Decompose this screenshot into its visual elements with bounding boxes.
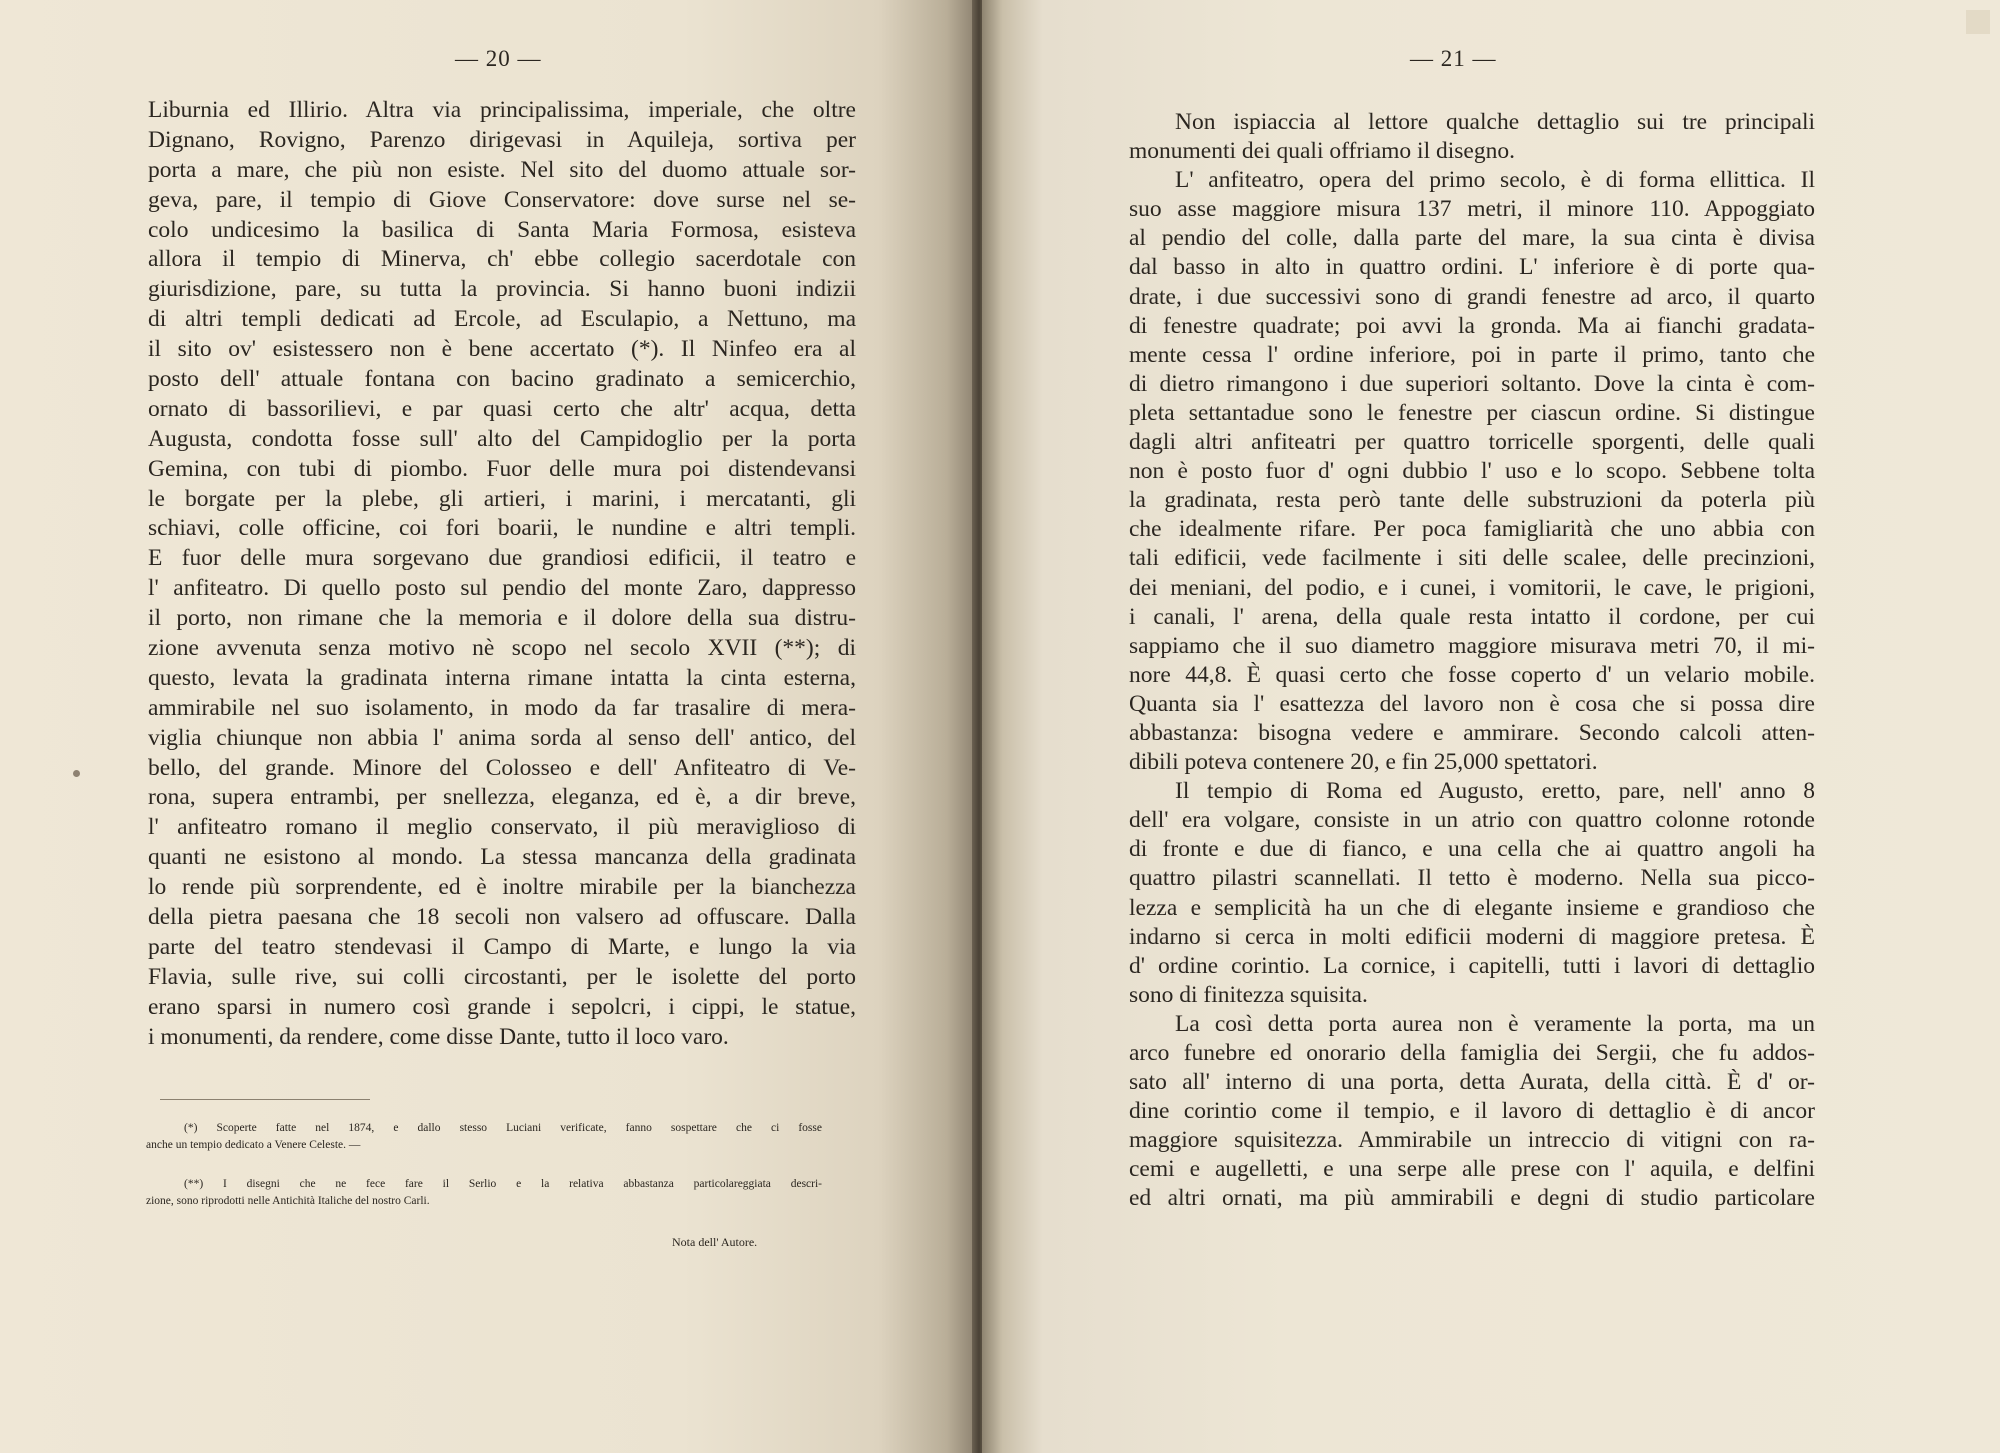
text-line: E fuor delle mura sorgevano due grandiosi edificii, il teatro e xyxy=(148,545,856,572)
text-line: l' anfiteatro. Di quello posto sul pendio del monte Zaro, dappresso xyxy=(148,575,856,602)
text-line: schiavi, colle officine, coi fori boarii, le nundine e altri templi. xyxy=(148,515,856,542)
text-line: arco funebre ed onorario della famiglia dei Sergii, che fu addos- xyxy=(1129,1040,1815,1066)
text-line: pleta settantadue sono le fenestre per ciascun ordine. Si distingue xyxy=(1129,399,1815,426)
footnote-rule xyxy=(160,1099,370,1100)
text-line: Flavia, sulle rive, sui colli circostanti, per le isolette del porto xyxy=(148,963,856,990)
text-line: dagli altri anfiteatri per quattro torricelle sporgenti, delle quali xyxy=(1129,429,1815,456)
paper-blemish xyxy=(73,770,80,777)
text-line: questo, levata la gradinata interna rimane intatta la cinta esterna, xyxy=(148,664,856,691)
text-line: il sito ov' esistessero non è bene accertato (*). Il Ninfeo era al xyxy=(148,336,856,363)
footnote-line: (*) Scoperte fatte nel 1874, e dallo stesso Luciani verificate, fanno sospettare che ci fosse xyxy=(184,1122,822,1134)
text-line: sato all' interno di una porta, detta Aurata, della città. È d' or- xyxy=(1129,1069,1815,1096)
text-line: quattro pilastri scannellati. Il tetto è moderno. Nella sua picco- xyxy=(1129,865,1815,892)
text-line: la gradinata, resta però tante delle substruzioni da poterla più xyxy=(1129,487,1815,514)
text-line: della pietra paesana che 18 secoli non valsero ad offuscare. Dalla xyxy=(148,904,856,931)
right-page xyxy=(982,0,2000,1453)
text-line: dine corintio come il tempio, e il lavoro di dettaglio è di ancor xyxy=(1129,1098,1815,1125)
footnote-line: anche un tempio dedicato a Venere Celeste. — xyxy=(146,1139,361,1151)
text-line: zione avvenuta senza motivo nè scopo nel secolo XVII (**); di xyxy=(148,635,856,662)
text-line: Gemina, con tubi di piombo. Fuor delle mura poi distendevansi xyxy=(148,455,856,482)
text-line: d' ordine corintio. La cornice, i capitelli, tutti i lavori di dettaglio xyxy=(1129,952,1815,979)
text-line: colo undicesimo la basilica di Santa Maria Formosa, esisteva xyxy=(148,216,856,243)
text-line: parte del teatro stendevasi il Campo di Marte, e lungo la via xyxy=(148,933,856,960)
text-line: ornato di bassorilievi, e par quasi certo che altr' acqua, detta xyxy=(148,395,856,422)
text-line: lo rende più sorprendente, ed è inoltre mirabile per la bianchezza xyxy=(148,874,856,901)
text-line: quanti ne esistono al mondo. La stessa mancanza della gradinata xyxy=(148,844,856,871)
text-line: viglia chiunque non abbia l' anima sorda al senso dell' antico, del xyxy=(148,724,856,751)
page-number: — 20 — xyxy=(455,46,542,71)
text-line: Dignano, Rovigno, Parenzo dirigevasi in Aquileja, sortiva per xyxy=(148,126,856,153)
footnotes xyxy=(146,1120,822,1210)
text-line: di dietro rimangono i due superiori soltanto. Dove la cinta è com- xyxy=(1129,370,1815,397)
text-line: ammirabile nel suo isolamento, in modo da far trasalire di mera- xyxy=(148,694,856,721)
text-line: Quanta sia l' esattezza del lavoro non è cosa che si possa dire xyxy=(1129,690,1815,717)
text-line: La così detta porta aurea non è veramente la porta, ma un xyxy=(1175,1010,1815,1037)
text-line: cemi e augelletti, e una serpe alle prese con l' aquila, e delfini xyxy=(1129,1156,1815,1183)
text-line: le borgate per la plebe, gli artieri, i marini, i mercatanti, gli xyxy=(148,485,856,512)
text-line: dal basso in alto in quattro ordini. L' inferiore è di porte qua- xyxy=(1129,254,1815,281)
text-line: dei meniani, del podio, e i cunei, i vomitorii, le cave, le prigioni, xyxy=(1129,574,1815,601)
author-note-signoff: Nota dell' Autore. xyxy=(672,1235,758,1249)
text-line: Il tempio di Roma ed Augusto, eretto, pare, nell' anno 8 xyxy=(1175,778,1815,805)
text-line: allora il tempio di Minerva, ch' ebbe collegio sacerdotale con xyxy=(148,246,856,273)
text-line: di fenestre quadrate; poi avvi la gronda. Ma ai fianchi gradata- xyxy=(1129,312,1815,339)
text-line: i monumenti, da rendere, come disse Dante, tutto il loco varo. xyxy=(148,1023,729,1050)
text-line: erano sparsi in numero così grande i sepolcri, i cippi, le statue, xyxy=(148,993,856,1020)
body-text xyxy=(1129,108,1815,1214)
text-line: lezza e semplicità ha un che di elegante insieme e grandioso che xyxy=(1129,894,1815,921)
text-line: maggiore squisitezza. Ammirabile un intreccio di vitigni con ra- xyxy=(1129,1127,1815,1154)
text-line: ed altri ornati, ma più ammirabili e degni di studio particolare xyxy=(1129,1185,1815,1212)
left-page xyxy=(0,0,976,1453)
footnote-line: (**) I disegni che ne fece fare il Serlio e la relativa abbastanza particolareggiata descri- xyxy=(184,1178,822,1190)
text-line: dell' era volgare, consiste in un atrio con quattro colonne rotonde xyxy=(1129,807,1815,834)
text-line: sono di finitezza squisita. xyxy=(1129,981,1368,1008)
text-line: l' anfiteatro romano il meglio conservato, il più meraviglioso di xyxy=(148,814,856,841)
text-line: nore 44,8. È quasi certo che fosse coperto d' un velario mobile. xyxy=(1129,661,1815,688)
text-line: il porto, non rimane che la memoria e il dolore della sua distru- xyxy=(148,605,856,632)
text-line: Liburnia ed Illirio. Altra via principalissima, imperiale, che oltre xyxy=(148,97,856,123)
text-line: L' anfiteatro, opera del primo secolo, è di forma ellittica. Il xyxy=(1175,167,1815,194)
text-line: drate, i due successivi sono di grandi fenestre ad arco, il quarto xyxy=(1129,283,1815,310)
page-corner xyxy=(1966,10,1990,34)
text-line: Non ispiaccia al lettore qualche dettaglio sui tre principali xyxy=(1175,109,1815,135)
text-line: che idealmente rifare. Per poca famigliarità che uno abbia con xyxy=(1129,516,1815,543)
text-line: bello, del grande. Minore del Colosseo e dell' Anfiteatro di Ve- xyxy=(148,754,856,781)
text-line: giurisdizione, pare, su tutta la provincia. Si hanno buoni indizii xyxy=(148,276,856,303)
text-line: dibili poteva contenere 20, e fin 25,000 spettatori. xyxy=(1129,749,1598,776)
text-line: rona, supera entrambi, per snellezza, eleganza, ed è, a dir breve, xyxy=(148,784,856,811)
text-line: monumenti dei quali offriamo il disegno. xyxy=(1129,138,1515,165)
text-line: mente cessa l' ordine inferiore, poi in parte il primo, tanto che xyxy=(1129,341,1815,368)
text-line: sappiamo che il suo diametro maggiore misurava metri 70, il mi- xyxy=(1129,632,1815,659)
text-line: suo asse maggiore misura 137 metri, il minore 110. Appoggiato xyxy=(1129,196,1815,223)
text-line: porta a mare, che più non esiste. Nel sito del duomo attuale sor- xyxy=(148,156,856,183)
text-line: tali edificii, vede facilmente i siti delle scalee, delle precinzioni, xyxy=(1129,545,1815,572)
footnote-line: zione, sono riprodotti nelle Antichità Italiche del nostro Carli. xyxy=(146,1195,430,1207)
text-line: Augusta, condotta fosse sull' alto del Campidoglio per la porta xyxy=(148,425,856,452)
page-number: — 21 — xyxy=(1410,46,1497,71)
text-line: geva, pare, il tempio di Giove Conservatore: dove surse nel se- xyxy=(148,186,856,213)
text-line: di fronte e due di fianco, e una cella che ai quattro angoli ha xyxy=(1129,836,1815,863)
text-line: posto dell' attuale fontana con bacino gradinato a semicerchio, xyxy=(148,366,856,393)
text-line: i canali, l' arena, della quale resta intatto il cordone, per cui xyxy=(1129,603,1815,630)
text-line: non è posto fuor d' ogni dubbio l' uso e lo scopo. Sebbene tolta xyxy=(1129,458,1815,485)
text-line: abbastanza: bisogna vedere e ammirare. Secondo calcoli atten- xyxy=(1129,719,1815,746)
body-text xyxy=(148,96,856,1053)
text-line: al pendio del colle, dalla parte del mare, la sua cinta è divisa xyxy=(1129,225,1815,252)
text-line: indarno si cerca in molti edificii moderni di maggiore pretesa. È xyxy=(1129,923,1815,950)
text-line: di altri templi dedicati ad Ercole, ad Esculapio, a Nettuno, ma xyxy=(148,306,856,333)
